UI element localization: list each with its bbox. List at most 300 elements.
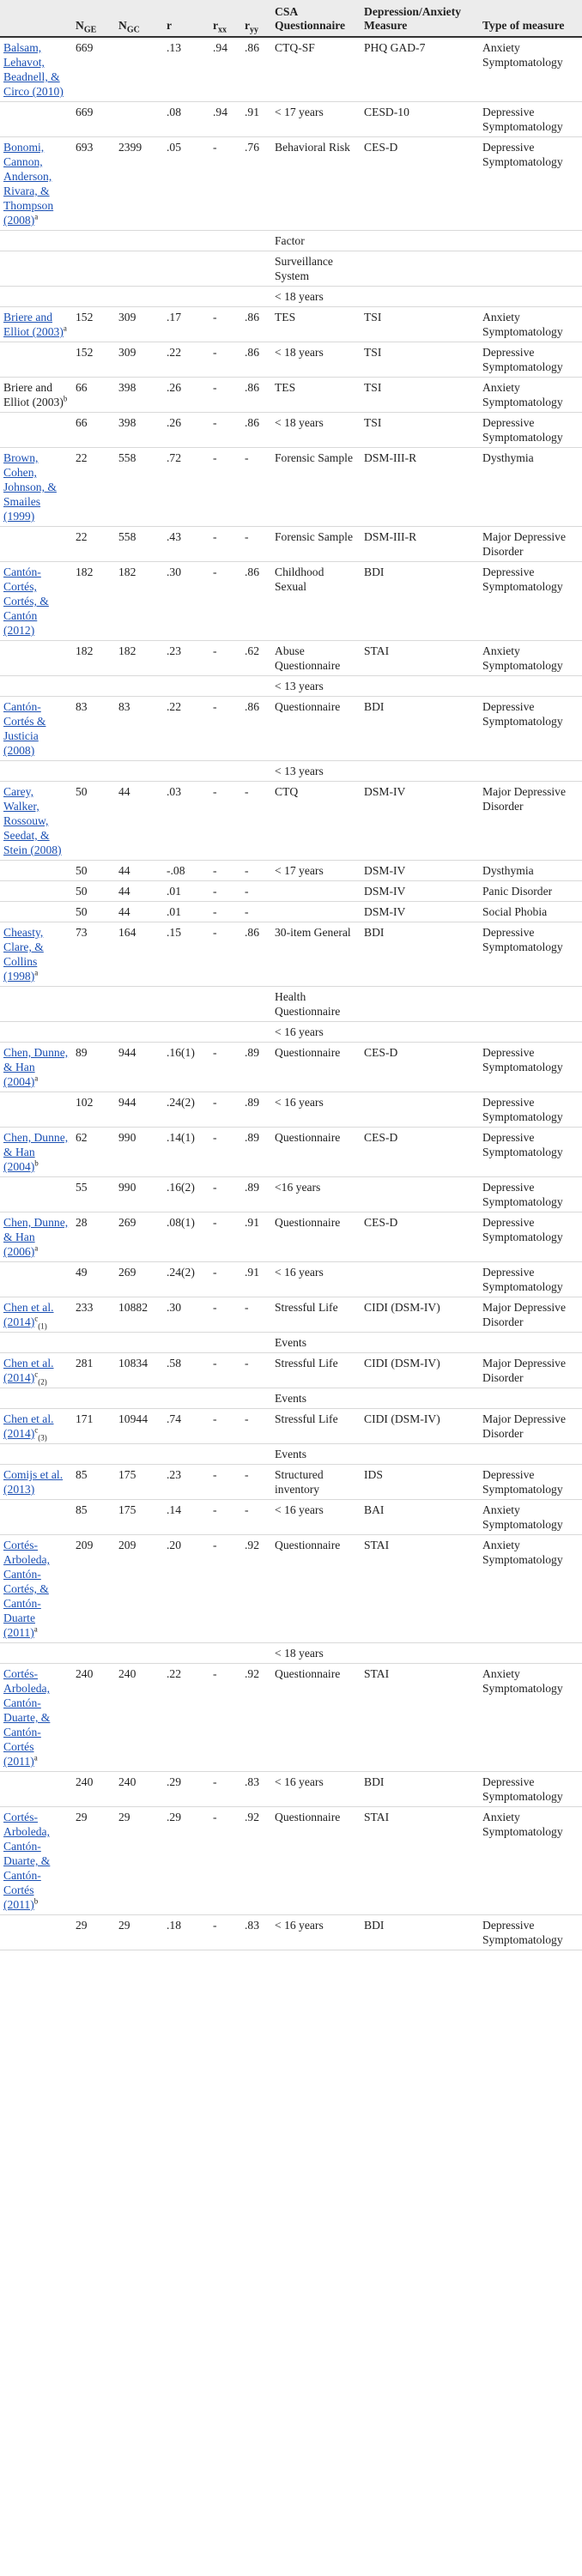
cell-ngc: 182: [115, 562, 163, 641]
footnote-marker: b: [63, 394, 68, 403]
cell-csa-questionnaire: Questionnaire: [271, 1212, 361, 1262]
cell-rxx: -: [209, 641, 241, 676]
table-row: [0, 1388, 582, 1409]
cell-ryy: -: [241, 1297, 271, 1333]
study-link[interactable]: Chen et al. (2014): [3, 1412, 54, 1440]
cell-rxx: .94: [209, 102, 241, 137]
cell-study: [0, 231, 72, 251]
cell-csa-questionnaire: < 13 years: [271, 676, 361, 697]
footnote-marker: a: [34, 1243, 39, 1253]
table-row: [0, 251, 582, 287]
cell-measure: [361, 676, 479, 697]
cell-study: [0, 1664, 72, 1772]
cell-r: [163, 1388, 209, 1409]
cell-nge: 50: [72, 881, 115, 902]
cell-csa-questionnaire: [271, 881, 361, 902]
cell-study: [0, 287, 72, 307]
cell-study: [0, 1388, 72, 1409]
cell-csa-questionnaire: Questionnaire: [271, 1535, 361, 1643]
cell-rxx: -: [209, 902, 241, 922]
study-link[interactable]: Chen, Dunne, & Han (2004): [3, 1046, 69, 1088]
cell-type-of-measure: Depressive Symptomatology: [479, 342, 582, 378]
study-link[interactable]: Briere and Elliot (2003): [3, 311, 64, 338]
cell-ngc: [115, 37, 163, 102]
cell-csa-questionnaire: < 16 years: [271, 1022, 361, 1043]
cell-measure: BDI: [361, 1772, 479, 1807]
study-link[interactable]: Cantón-Cortés, Cortés, & Cantón (2012): [3, 565, 49, 637]
table-row: [0, 102, 582, 137]
cell-type-of-measure: Depressive Symptomatology: [479, 1262, 582, 1297]
cell-ngc: 29: [115, 1807, 163, 1915]
cell-measure: STAI: [361, 1535, 479, 1643]
table-row: [0, 922, 582, 987]
cell-r: .05: [163, 137, 209, 231]
cell-csa-questionnaire: Stressful Life: [271, 1353, 361, 1388]
cell-ryy: [241, 1643, 271, 1664]
cell-type-of-measure: [479, 676, 582, 697]
cell-ngc: [115, 287, 163, 307]
cell-ngc: 44: [115, 782, 163, 861]
cell-r: .23: [163, 641, 209, 676]
cell-study: [0, 922, 72, 987]
cell-ngc: [115, 1388, 163, 1409]
cell-ngc: 164: [115, 922, 163, 987]
cell-r: [163, 676, 209, 697]
cell-r: .16(1): [163, 1043, 209, 1092]
cell-ryy: -: [241, 1465, 271, 1500]
cell-type-of-measure: [479, 1388, 582, 1409]
table-row: [0, 697, 582, 761]
study-link[interactable]: Chen, Dunne, & Han (2006): [3, 1216, 69, 1258]
cell-study: [0, 342, 72, 378]
header-measure: Depression/Anxiety Measure: [361, 0, 479, 37]
cell-csa-questionnaire: Health Questionnaire: [271, 987, 361, 1022]
cell-nge: 28: [72, 1212, 115, 1262]
cell-measure: CESD-10: [361, 102, 479, 137]
cell-csa-questionnaire: < 16 years: [271, 1500, 361, 1535]
cell-rxx: -: [209, 881, 241, 902]
cell-type-of-measure: Depressive Symptomatology: [479, 413, 582, 448]
cell-ngc: 240: [115, 1772, 163, 1807]
cell-type-of-measure: Depressive Symptomatology: [479, 1915, 582, 1950]
cell-ngc: 309: [115, 342, 163, 378]
cell-ryy: -: [241, 527, 271, 562]
sample-index: (3): [38, 1433, 47, 1442]
cell-ryy: -: [241, 1353, 271, 1388]
cell-r: -.08: [163, 861, 209, 881]
table-row: [0, 1915, 582, 1950]
cell-r: .30: [163, 562, 209, 641]
cell-ryy: .86: [241, 378, 271, 413]
cell-nge: [72, 1333, 115, 1353]
table-row: [0, 1333, 582, 1353]
cell-rxx: [209, 987, 241, 1022]
study-link[interactable]: Chen et al. (2014): [3, 1301, 54, 1328]
cell-nge: [72, 287, 115, 307]
cell-measure: STAI: [361, 641, 479, 676]
cell-csa-questionnaire: TES: [271, 378, 361, 413]
cell-study: [0, 448, 72, 527]
cell-nge: 240: [72, 1664, 115, 1772]
table-row: [0, 1643, 582, 1664]
cell-rxx: [209, 761, 241, 782]
cell-csa-questionnaire: [271, 902, 361, 922]
cell-ryy: -: [241, 1500, 271, 1535]
cell-study: [0, 1535, 72, 1643]
cell-nge: 693: [72, 137, 115, 231]
cell-ngc: 269: [115, 1212, 163, 1262]
header-rxx: $r_{xx}$: [209, 0, 241, 37]
cell-ngc: 398: [115, 378, 163, 413]
table-row: [0, 342, 582, 378]
cell-type-of-measure: [479, 231, 582, 251]
cell-csa-questionnaire: Abuse Questionnaire: [271, 641, 361, 676]
cell-nge: 22: [72, 527, 115, 562]
cell-ngc: 182: [115, 641, 163, 676]
footnote-marker: b: [34, 1158, 39, 1168]
cell-study: [0, 676, 72, 697]
cell-csa-questionnaire: Questionnaire: [271, 1664, 361, 1772]
cell-r: .15: [163, 922, 209, 987]
cell-measure: [361, 1643, 479, 1664]
cell-study: [0, 307, 72, 342]
cell-study: [0, 1772, 72, 1807]
cell-ryy: .86: [241, 307, 271, 342]
cell-ngc: 44: [115, 902, 163, 922]
study-link[interactable]: Cortés-Arboleda, Cantón-Cortés, & Cantón-Duarte (2011): [3, 1539, 50, 1639]
cell-rxx: [209, 231, 241, 251]
study-link[interactable]: Comijs et al. (2013): [3, 1468, 64, 1496]
footnote-marker: a: [63, 324, 67, 333]
cell-csa-questionnaire: Questionnaire: [271, 1807, 361, 1915]
footnote-marker: a: [33, 1624, 38, 1634]
cell-type-of-measure: [479, 251, 582, 287]
footnote-marker: c: [34, 1425, 39, 1435]
cell-study: [0, 697, 72, 761]
cell-csa-questionnaire: Forensic Sample: [271, 448, 361, 527]
cell-type-of-measure: Anxiety Symptomatology: [479, 1664, 582, 1772]
cell-r: .03: [163, 782, 209, 861]
table-header: [0, 0, 582, 37]
cell-measure: [361, 1444, 479, 1465]
cell-type-of-measure: Anxiety Symptomatology: [479, 641, 582, 676]
cell-nge: 50: [72, 902, 115, 922]
cell-nge: 66: [72, 378, 115, 413]
cell-r: .22: [163, 342, 209, 378]
cell-ngc: 944: [115, 1043, 163, 1092]
cell-measure: STAI: [361, 1807, 479, 1915]
cell-nge: 182: [72, 641, 115, 676]
cell-rxx: -: [209, 697, 241, 761]
cell-type-of-measure: Depressive Symptomatology: [479, 1128, 582, 1177]
cell-nge: 29: [72, 1807, 115, 1915]
cell-ngc: 209: [115, 1535, 163, 1643]
cell-rxx: -: [209, 782, 241, 861]
cell-measure: [361, 1333, 479, 1353]
cell-study: [0, 1807, 72, 1915]
cell-nge: 182: [72, 562, 115, 641]
cell-nge: 281: [72, 1353, 115, 1388]
cell-r: .08(1): [163, 1212, 209, 1262]
cell-nge: 152: [72, 307, 115, 342]
cell-type-of-measure: Anxiety Symptomatology: [479, 1535, 582, 1643]
cell-ngc: 990: [115, 1177, 163, 1212]
cell-study: [0, 761, 72, 782]
cell-nge: 73: [72, 922, 115, 987]
sample-index: (2): [38, 1377, 47, 1387]
cell-r: .26: [163, 378, 209, 413]
cell-ryy: -: [241, 782, 271, 861]
table-row: [0, 287, 582, 307]
cell-r: .29: [163, 1772, 209, 1807]
footnote-marker: a: [34, 968, 39, 977]
cell-measure: BDI: [361, 562, 479, 641]
cell-rxx: -: [209, 342, 241, 378]
cell-type-of-measure: Depressive Symptomatology: [479, 1177, 582, 1212]
cell-ngc: 269: [115, 1262, 163, 1297]
table-row: [0, 1409, 582, 1444]
cell-csa-questionnaire: < 18 years: [271, 287, 361, 307]
cell-type-of-measure: Anxiety Symptomatology: [479, 378, 582, 413]
cell-measure: [361, 1022, 479, 1043]
study-link[interactable]: Brown, Cohen, Johnson, & Smailes (1999): [3, 451, 57, 523]
cell-r: .24(2): [163, 1092, 209, 1128]
study-link[interactable]: Bonomi, Cannon, Anderson, Rivara, & Thompson (2008): [3, 141, 54, 227]
cell-csa-questionnaire: Childhood Sexual: [271, 562, 361, 641]
cell-study: [0, 251, 72, 287]
cell-csa-questionnaire: Events: [271, 1444, 361, 1465]
cell-ngc: [115, 102, 163, 137]
cell-nge: 85: [72, 1465, 115, 1500]
cell-csa-questionnaire: < 16 years: [271, 1772, 361, 1807]
cell-nge: [72, 987, 115, 1022]
cell-measure: DSM-III-R: [361, 527, 479, 562]
cell-ngc: 44: [115, 861, 163, 881]
study-link[interactable]: Cantón-Cortés & Justicia (2008): [3, 700, 46, 757]
cell-ngc: [115, 1022, 163, 1043]
table-row: [0, 1444, 582, 1465]
cell-measure: TSI: [361, 307, 479, 342]
cell-ryy: [241, 987, 271, 1022]
cell-type-of-measure: Depressive Symptomatology: [479, 137, 582, 231]
cell-csa-questionnaire: CTQ: [271, 782, 361, 861]
cell-rxx: [209, 251, 241, 287]
cell-rxx: -: [209, 1128, 241, 1177]
cell-rxx: -: [209, 1772, 241, 1807]
cell-r: .30: [163, 1297, 209, 1333]
study-link[interactable]: Carey, Walker, Rossouw, Seedat, & Stein (2008): [3, 785, 62, 856]
cell-measure: DSM-III-R: [361, 448, 479, 527]
cell-measure: [361, 1388, 479, 1409]
cell-study: [0, 1915, 72, 1950]
cell-study: [0, 1262, 72, 1297]
table-row: [0, 378, 582, 413]
table-row: [0, 1128, 582, 1177]
cell-study: [0, 1409, 72, 1444]
cell-type-of-measure: Dysthymia: [479, 448, 582, 527]
cell-ryy: .89: [241, 1177, 271, 1212]
cell-rxx: -: [209, 1297, 241, 1333]
table-row: [0, 1043, 582, 1092]
cell-ryy: .92: [241, 1535, 271, 1643]
cell-type-of-measure: Depressive Symptomatology: [479, 1212, 582, 1262]
table-row: [0, 1664, 582, 1772]
table-row: [0, 527, 582, 562]
table-row: [0, 1353, 582, 1388]
cell-csa-questionnaire: CTQ-SF: [271, 37, 361, 102]
cell-measure: CIDI (DSM-IV): [361, 1353, 479, 1388]
cell-ryy: .86: [241, 922, 271, 987]
cell-ngc: 175: [115, 1500, 163, 1535]
header-nge: $N_{GE}$: [72, 0, 115, 37]
table-row: [0, 137, 582, 231]
study-link[interactable]: Balsam, Lehavot, Beadnell, & Circo (2010): [3, 41, 64, 98]
cell-measure: BDI: [361, 922, 479, 987]
cell-ngc: 44: [115, 881, 163, 902]
cell-study: [0, 1043, 72, 1092]
study-link[interactable]: Cortés-Arboleda, Cantón-Duarte, & Cantón-Cortés (2011): [3, 1667, 51, 1768]
table-row: [0, 881, 582, 902]
cell-ryy: .86: [241, 413, 271, 448]
cell-study: [0, 1465, 72, 1500]
cell-ryy: [241, 251, 271, 287]
cell-csa-questionnaire: < 17 years: [271, 861, 361, 881]
study-link[interactable]: Cheasty, Clare, & Collins (1998): [3, 926, 44, 983]
cell-measure: IDS: [361, 1465, 479, 1500]
cell-nge: [72, 1388, 115, 1409]
cell-csa-questionnaire: Structured inventory: [271, 1465, 361, 1500]
cell-r: .72: [163, 448, 209, 527]
cell-measure: DSM-IV: [361, 881, 479, 902]
cell-type-of-measure: [479, 761, 582, 782]
cell-study: [0, 1444, 72, 1465]
cell-ngc: 240: [115, 1664, 163, 1772]
cell-study: [0, 1297, 72, 1333]
cell-r: .18: [163, 1915, 209, 1950]
study-text: Briere and Elliot (2003): [3, 381, 64, 408]
cell-r: [163, 1022, 209, 1043]
cell-type-of-measure: Major Depressive Disorder: [479, 1297, 582, 1333]
cell-rxx: -: [209, 562, 241, 641]
table-row: [0, 1297, 582, 1333]
cell-ryy: [241, 231, 271, 251]
cell-measure: BAI: [361, 1500, 479, 1535]
table-row: [0, 1807, 582, 1915]
cell-rxx: -: [209, 378, 241, 413]
cell-ryy: .86: [241, 562, 271, 641]
cell-r: .14: [163, 1500, 209, 1535]
cell-measure: DSM-IV: [361, 782, 479, 861]
cell-ngc: [115, 1444, 163, 1465]
footnote-marker: a: [34, 1073, 39, 1083]
cell-rxx: .94: [209, 37, 241, 102]
cell-measure: [361, 1177, 479, 1212]
cell-rxx: [209, 1022, 241, 1043]
cell-rxx: -: [209, 1500, 241, 1535]
cell-study: [0, 562, 72, 641]
cell-r: .22: [163, 1664, 209, 1772]
cell-ryy: -: [241, 448, 271, 527]
cell-csa-questionnaire: < 17 years: [271, 102, 361, 137]
header-r: r: [163, 0, 209, 37]
cell-measure: TSI: [361, 413, 479, 448]
cell-ngc: 558: [115, 448, 163, 527]
table-row: [0, 641, 582, 676]
cell-study: [0, 861, 72, 881]
cell-measure: CES-D: [361, 137, 479, 231]
table-row: [0, 1772, 582, 1807]
cell-nge: 49: [72, 1262, 115, 1297]
cell-measure: CIDI (DSM-IV): [361, 1297, 479, 1333]
cell-nge: 669: [72, 102, 115, 137]
cell-r: .29: [163, 1807, 209, 1915]
cell-type-of-measure: [479, 1022, 582, 1043]
cell-study: [0, 37, 72, 102]
cell-study: [0, 1333, 72, 1353]
cell-ngc: [115, 1333, 163, 1353]
cell-study: [0, 782, 72, 861]
cell-type-of-measure: [479, 1444, 582, 1465]
cell-measure: DSM-IV: [361, 902, 479, 922]
cell-nge: 669: [72, 37, 115, 102]
cell-r: [163, 761, 209, 782]
cell-nge: 171: [72, 1409, 115, 1444]
cell-type-of-measure: Social Phobia: [479, 902, 582, 922]
cell-nge: 22: [72, 448, 115, 527]
cell-nge: [72, 1444, 115, 1465]
cell-measure: CES-D: [361, 1043, 479, 1092]
cell-csa-questionnaire: Questionnaire: [271, 1043, 361, 1092]
cell-ryy: .83: [241, 1772, 271, 1807]
cell-type-of-measure: Major Depressive Disorder: [479, 1409, 582, 1444]
cell-type-of-measure: [479, 1333, 582, 1353]
cell-type-of-measure: Depressive Symptomatology: [479, 1043, 582, 1092]
cell-study: [0, 1212, 72, 1262]
cell-measure: STAI: [361, 1664, 479, 1772]
cell-ngc: 175: [115, 1465, 163, 1500]
study-link[interactable]: Chen et al. (2014): [3, 1357, 54, 1384]
table-row: [0, 761, 582, 782]
cell-nge: 209: [72, 1535, 115, 1643]
cell-study: [0, 102, 72, 137]
cell-measure: [361, 987, 479, 1022]
table-row: [0, 1535, 582, 1643]
cell-nge: [72, 1022, 115, 1043]
study-link[interactable]: Cortés-Arboleda, Cantón-Duarte, & Cantón-Cortés (2011): [3, 1811, 51, 1911]
table-row: [0, 37, 582, 102]
cell-nge: [72, 761, 115, 782]
cell-r: [163, 251, 209, 287]
footnote-marker: a: [33, 1753, 38, 1763]
cell-rxx: -: [209, 1915, 241, 1950]
cell-csa-questionnaire: < 13 years: [271, 761, 361, 782]
cell-csa-questionnaire: < 16 years: [271, 1262, 361, 1297]
cell-r: .14(1): [163, 1128, 209, 1177]
cell-ryy: -: [241, 881, 271, 902]
cell-rxx: -: [209, 922, 241, 987]
cell-rxx: -: [209, 307, 241, 342]
cell-study: [0, 1092, 72, 1128]
cell-r: [163, 1444, 209, 1465]
cell-ngc: 944: [115, 1092, 163, 1128]
cell-measure: [361, 1092, 479, 1128]
cell-ryy: .91: [241, 1212, 271, 1262]
study-link[interactable]: Chen, Dunne, & Han (2004): [3, 1131, 69, 1173]
cell-study: [0, 527, 72, 562]
cell-rxx: -: [209, 861, 241, 881]
cell-ryy: [241, 1022, 271, 1043]
cell-ngc: [115, 231, 163, 251]
